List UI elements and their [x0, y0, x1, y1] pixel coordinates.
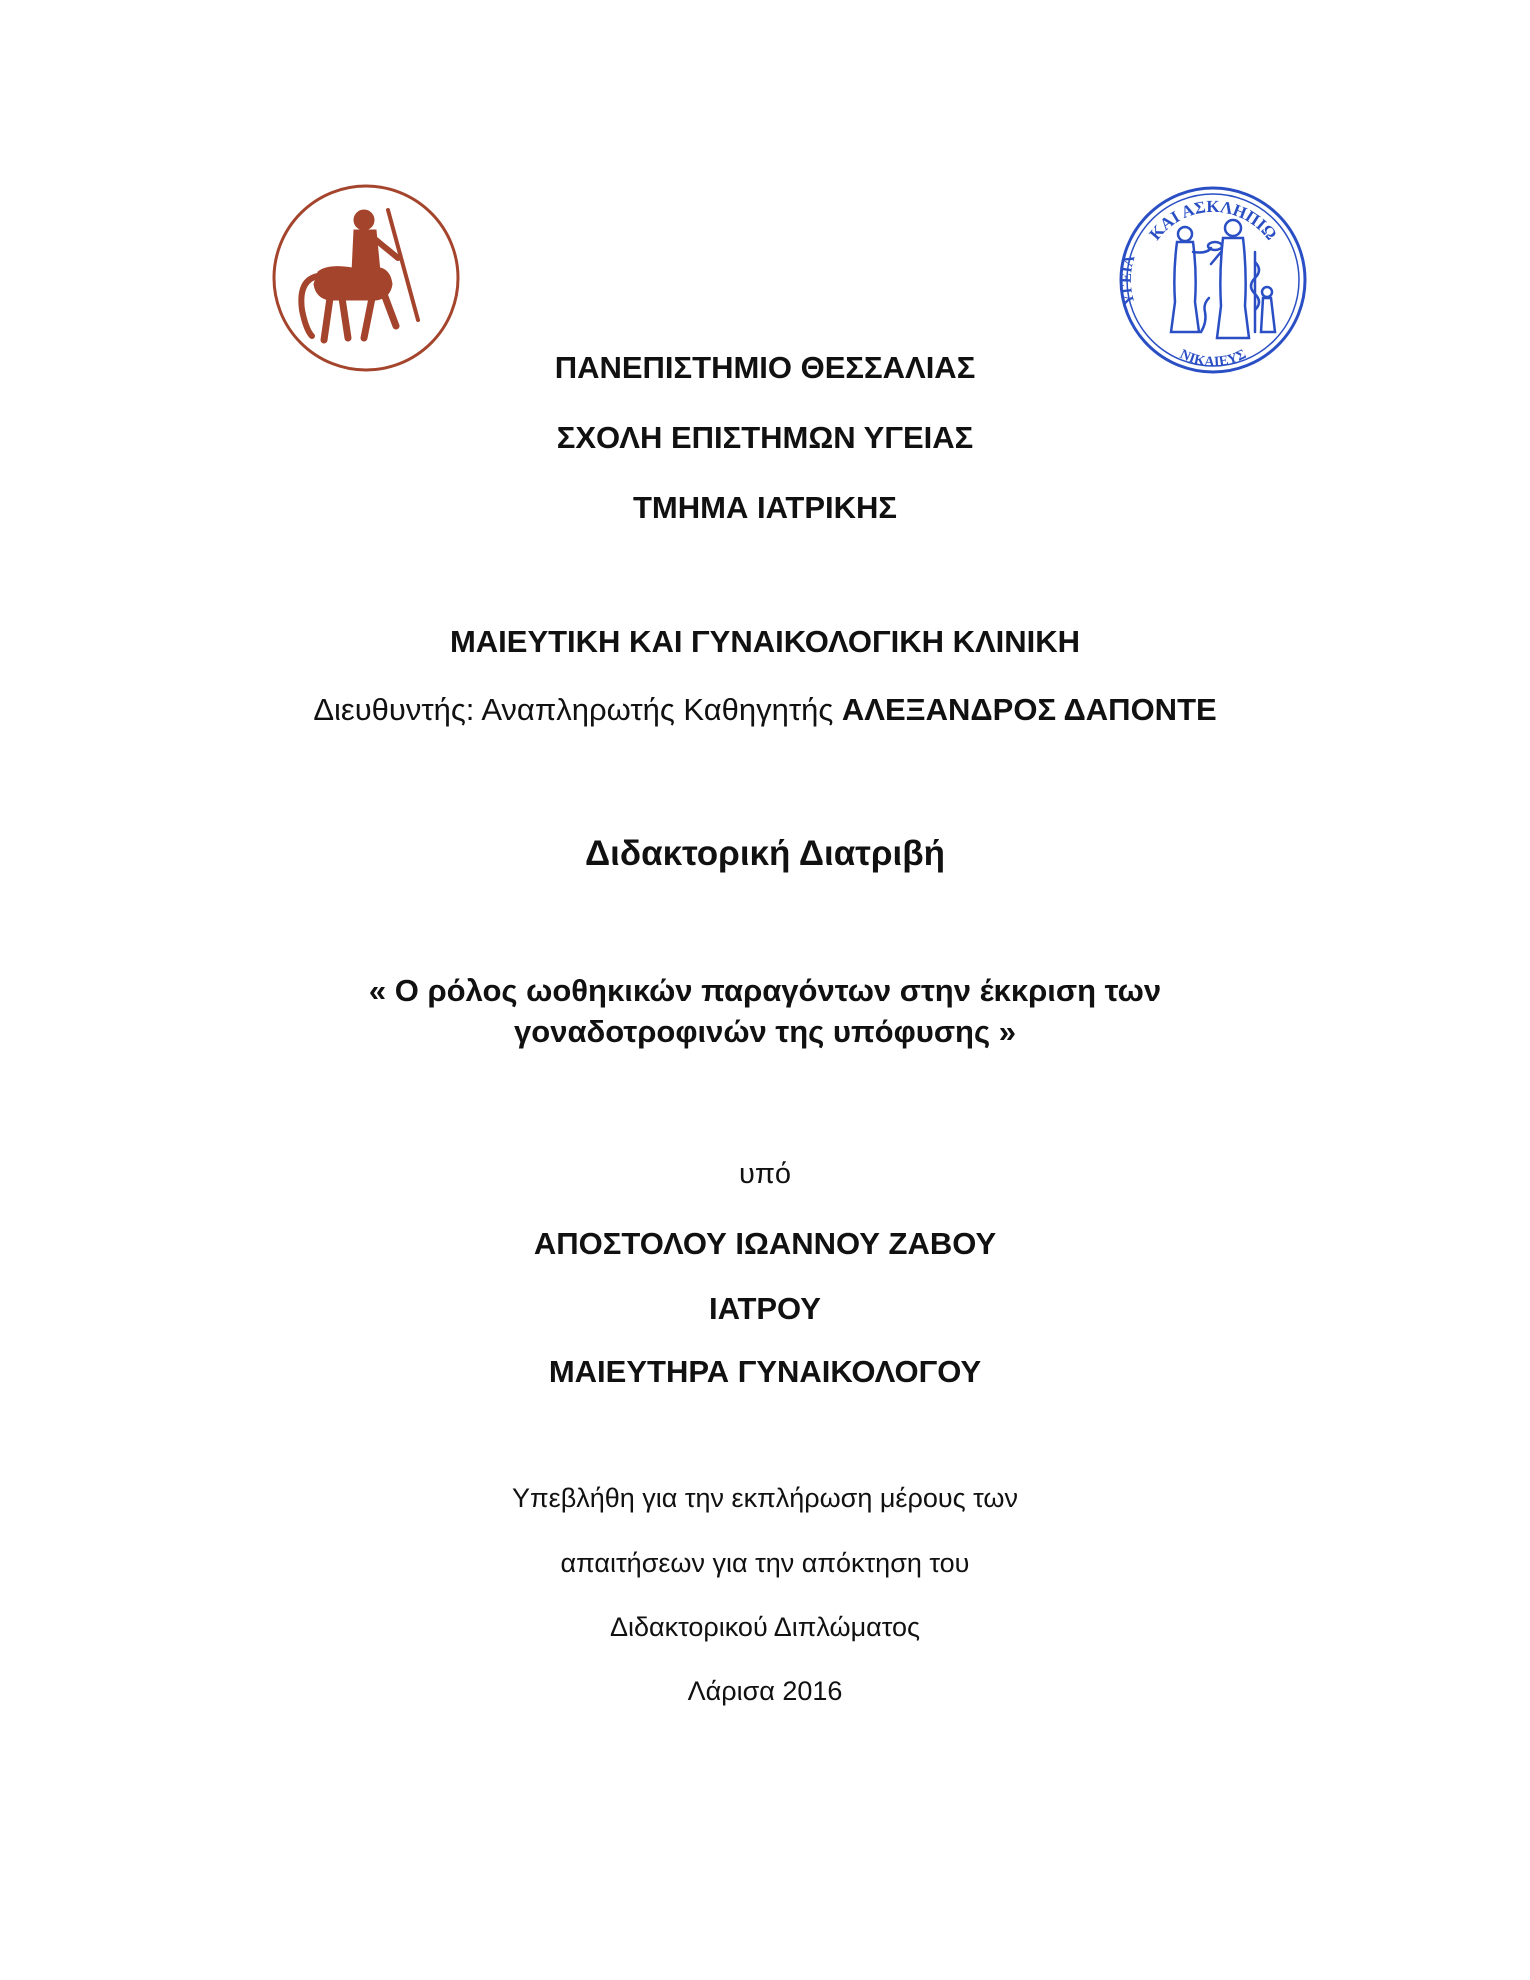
seal-legend-left: ΥΓΕΙΑ	[1118, 253, 1139, 307]
author-title-2: ΜΑΙΕΥΤΗΡΑ ΓΥΝΑΙΚΟΛΟΓΟΥ	[548, 1354, 982, 1389]
clinic-director	[0, 692, 1530, 728]
university-of-thessaly-seal-icon	[268, 180, 464, 376]
svg-text:ΚΑΙ ΑΣΚΛΗΠΙΩ	[1145, 197, 1280, 244]
author-title-1: ΙΑΤΡΟΥ	[709, 1291, 821, 1326]
thesis-title-line1: « Ο ρόλος ωοθηκικών παραγόντων στην έκκριση των	[368, 973, 1162, 1008]
school-name: ΣΧΟΛΗ ΕΠΙΣΤΗΜΩΝ ΥΓΕΙΑΣ	[556, 420, 974, 455]
university-name: ΠΑΝΕΠΙΣΤΗΜΙΟ ΘΕΣΣΑΛΙΑΣ	[554, 350, 976, 385]
clinic-name: ΜΑΙΕΥΤΙΚΗ ΚΑΙ ΓΥΝΑΙΚΟΛΟΓΙΚΗ ΚΛΙΝΙΚΗ	[449, 624, 1081, 659]
thesis-type: Διδακτορική Διατριβή	[585, 834, 945, 873]
director-name: ΑΛΕΞΑΝΔΡΟΣ ΔΑΠΟΝΤΕ	[841, 692, 1217, 727]
by-label: υπό	[739, 1158, 791, 1190]
place-year: Λάρισα 2016	[687, 1676, 843, 1706]
author-name: ΑΠΟΣΤΟΛΟΥ ΙΩΑΝΝΟΥ ΖΑΒΟΥ	[533, 1226, 997, 1261]
director-prefix: Διευθυντής: Αναπληρωτής Καθηγητής	[313, 692, 842, 727]
submission-line-2: απαιτήσεων για την απόκτηση του	[560, 1548, 970, 1578]
seal-legend-bottom: ΝΙΚΑΙΕΥΣ	[1177, 347, 1249, 371]
submission-line-1: Υπεβλήθη για την εκπλήρωση μέρους των	[512, 1483, 1018, 1513]
seal-legend-top: ΚΑΙ ΑΣΚΛΗΠΙΩ	[1145, 196, 1281, 244]
submission-line-3: Διδακτορικού Διπλώματος	[609, 1612, 921, 1642]
department-name: ΤΜΗΜΑ ΙΑΤΡΙΚΗΣ	[633, 490, 897, 525]
svg-text:ΥΓΕΙΑ	[1119, 253, 1139, 306]
medical-school-seal-icon	[1115, 182, 1311, 378]
thesis-title-line2: γοναδοτροφινών της υπόφυσης »	[514, 1014, 1016, 1049]
